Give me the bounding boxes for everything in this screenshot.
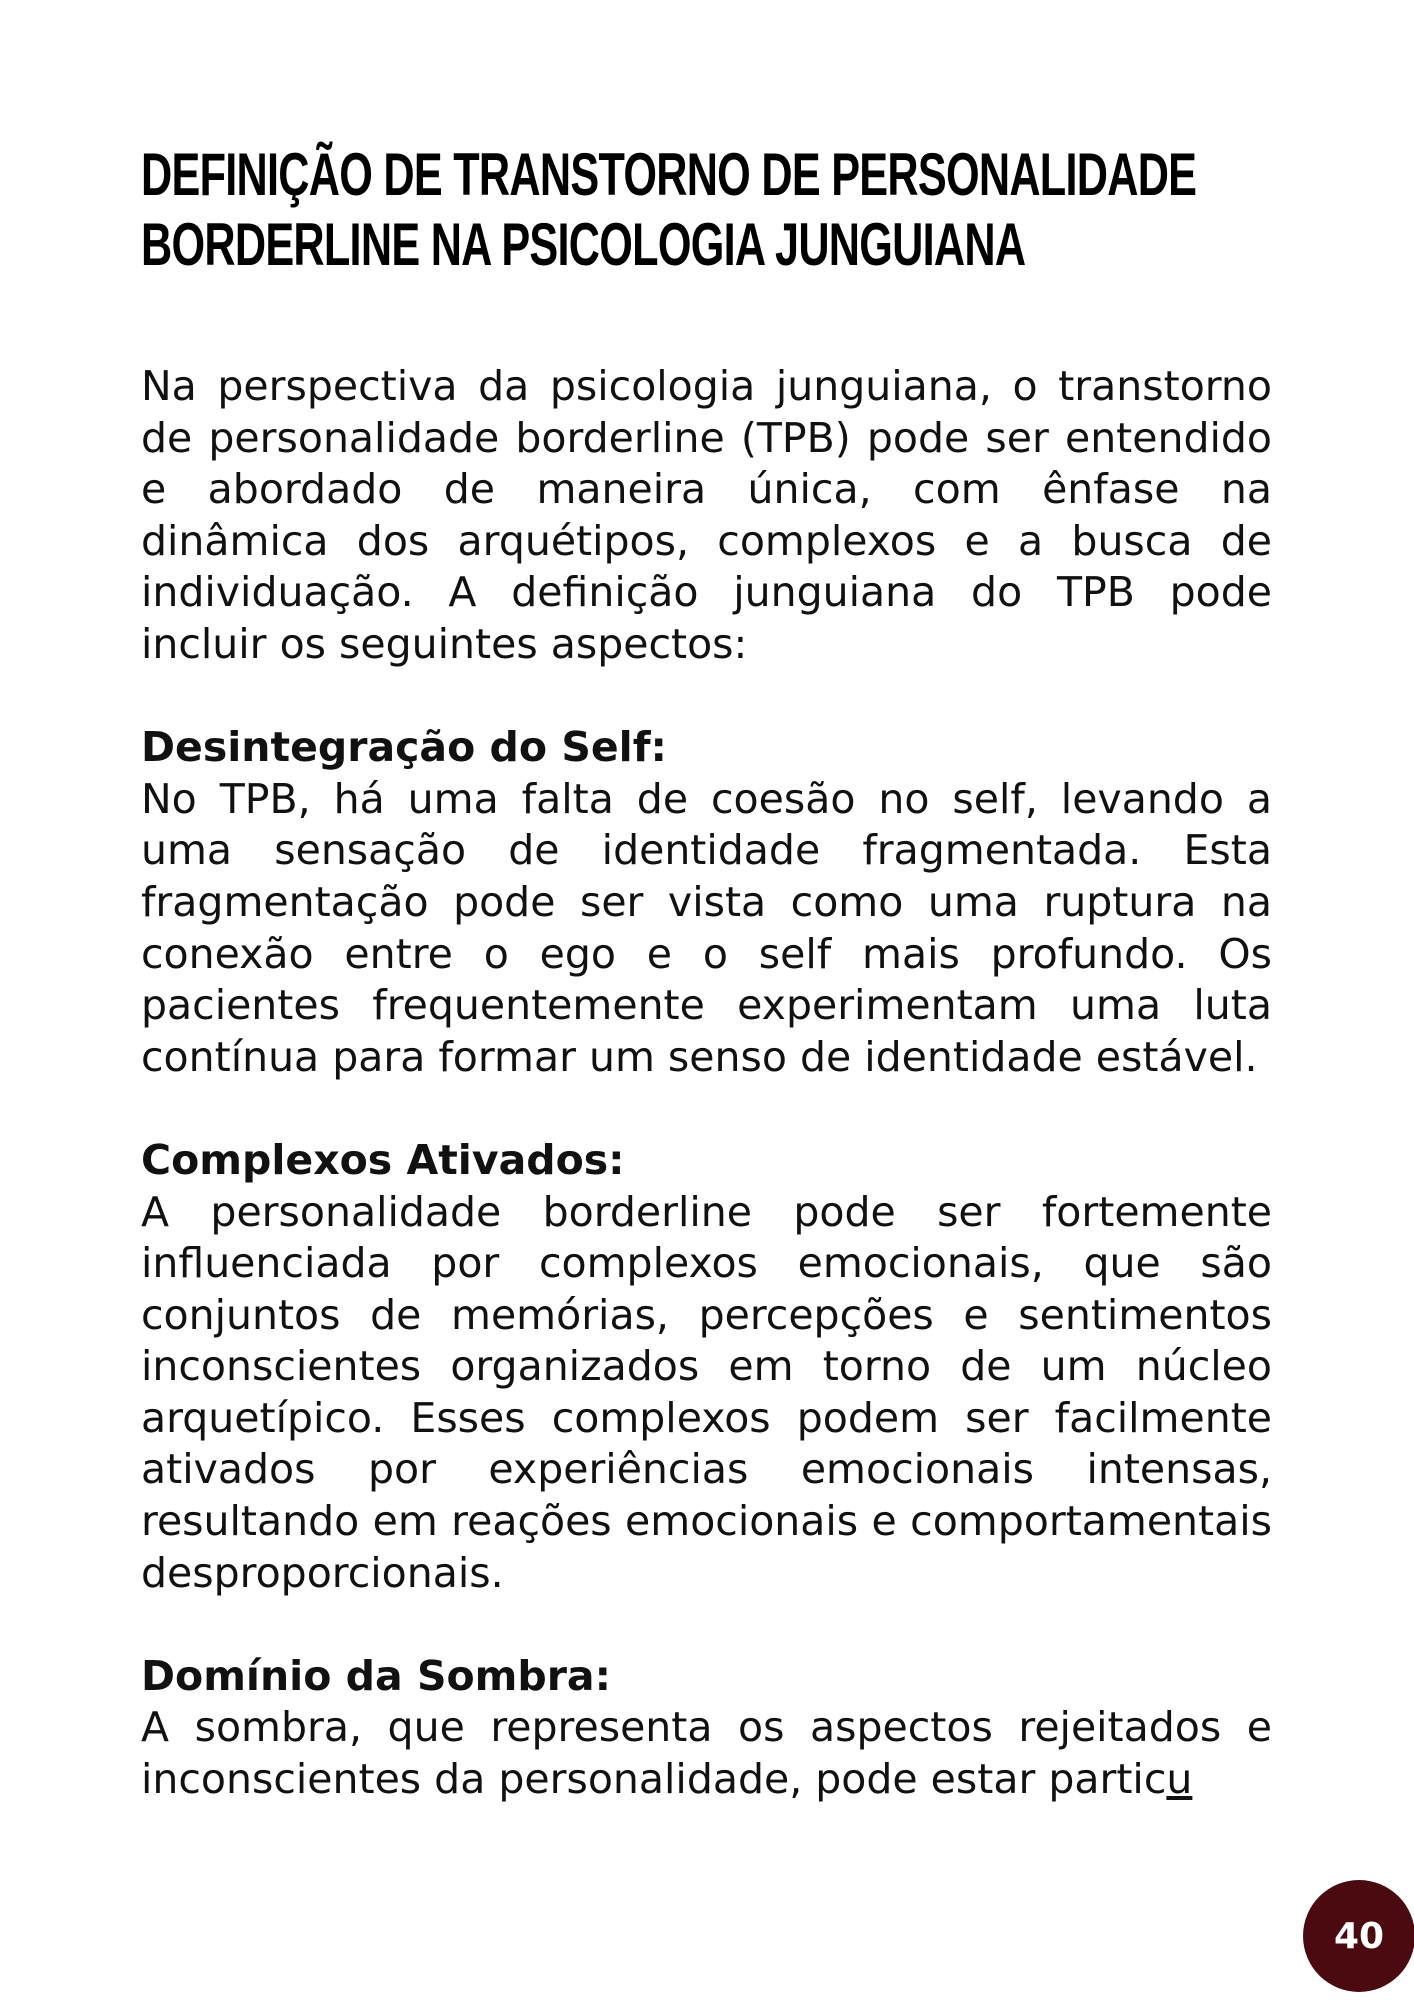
page-title-line-2: BORDERLINE NA PSICOLOGIA JUNGUIANA (141, 211, 1026, 278)
page-title (141, 140, 1197, 280)
section-text-sombra-underlined-tail: u (1166, 1755, 1193, 1804)
paragraph-spacer (141, 1083, 1272, 1135)
section-heading-sombra: Domínio da Sombra: (141, 1651, 611, 1700)
paragraph-spacer (141, 1599, 1272, 1651)
section-text-desintegracao: No TPB, há uma falta de coesão no self, levando a uma sensação de identidade fragmentada. Esta fragmentação pode ser vista como uma ruptura na conexão entre o ego e o self mais profundo. Os pacientes frequentemente experimentam uma luta contínua para formar um senso de identidade estável. (141, 774, 1272, 1081)
section-text-sombra-main: A sombra, que representa os aspectos rejeitados e inconscientes da personalidade, pode estar partic (141, 1703, 1272, 1804)
intro-paragraph: Na perspectiva da psicologia junguiana, o transtorno de personalidade borderline (TPB) pode ser entendido e abordado de maneira única, com ênfase na dinâmica dos arquétipos, complexos e a busca de individuação. A definição junguiana do TPB pode incluir os seguintes aspectos: (141, 362, 1272, 668)
paragraph-spacer (141, 671, 1272, 723)
page-number-badge (1303, 1880, 1414, 1992)
page-number: 40 (1333, 1915, 1385, 1957)
section-heading-complexos: Complexos Ativados: (141, 1135, 625, 1184)
page-title-line-1: DEFINIÇÃO DE TRANSTORNO DE PERSONALIDADE (141, 141, 1197, 208)
section-heading-desintegracao: Desintegração do Self: (141, 723, 667, 772)
section-text-sombra (141, 1702, 1272, 1805)
section-text-complexos: A personalidade borderline pode ser fortemente influenciada por complexos emocionais, que são conjuntos de memórias, percepções e sentimentos inconscientes organizados em torno de um núcleo arquetípico. Esses complexos podem ser facilmente ativados por experiências emocionais intensas, resultando em reações emocionais e comportamentais desproporcionais. (141, 1187, 1272, 1597)
body-text (141, 361, 1272, 1806)
